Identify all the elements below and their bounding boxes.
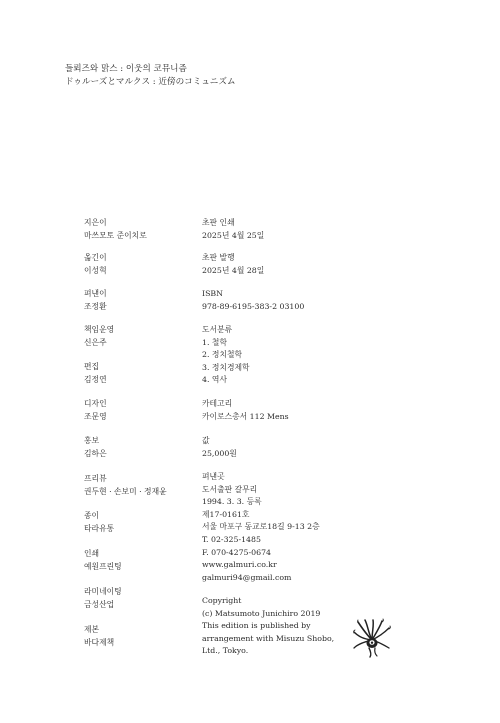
isbn-label: ISBN [202,289,223,298]
publisher-address: 서울 마포구 동교로18길 9-13 2층 [202,522,320,532]
credit-paper [84,510,114,535]
publisher-fax: F. 070-4275-0674 [202,547,271,557]
price-label: 값 [202,436,210,445]
classification-item: 3. 정치경제학 [202,362,250,372]
copyright-line: Ltd., Tokyo. [202,646,249,656]
credit-value: 김정연 [84,374,107,384]
credit-value: 권두현 · 손보미 · 정재윤 [84,486,167,496]
copyright-line: This edition is published by [202,621,311,631]
classification-label: 도서분류 [202,325,233,334]
copyright-line: arrangement with Misuzu Shobo, [202,633,335,643]
credit-translator [84,252,107,277]
octopus-logo-icon [352,618,392,658]
publisher-web: www.galmuri.co.kr [202,560,277,570]
credit-label: 책임운영 [84,325,115,334]
credit-label: 펴낸이 [84,289,107,298]
credit-label: 홍보 [84,436,100,445]
credit-value: 금성산업 [84,599,115,609]
classification-item: 1. 철학 [202,337,227,347]
classification [202,324,250,387]
credit-value: 이성혁 [84,265,107,275]
first-printing-label: 초판 인쇄 [202,218,235,227]
publisher-tel: T. 02-325-1485 [202,534,261,544]
credit-editor [84,361,107,386]
credit-value: 조문영 [84,411,107,421]
publisher-reg-no: 제17-0161호 [202,509,250,519]
publisher-email: galmuri94@gmail.com [202,572,292,582]
category-label: 카테고리 [202,399,233,408]
credit-value: 마쓰모토 준이치로 [84,230,147,240]
credit-binding [84,624,114,649]
category [202,398,289,423]
publisher-registered: 1994. 3. 3. 등록 [202,497,262,507]
book-title-block [65,63,236,89]
credit-label: 프리뷰 [84,474,107,483]
credit-laminating [84,586,122,611]
first-printing [202,217,264,242]
price-value: 25,000원 [202,448,237,458]
credit-value: 신은주 [84,337,107,347]
credit-label: 인쇄 [84,549,100,558]
publisher-label: 펴낸곳 [202,472,225,481]
credit-label: 지은이 [84,218,107,227]
copyright [202,595,334,658]
credit-value: 바다제책 [84,637,115,647]
credit-label: 옮긴이 [84,253,107,262]
classification-item: 4. 역사 [202,375,227,385]
credit-value: 김하은 [84,448,107,458]
first-publication-date: 2025년 4월 28일 [202,265,265,275]
category-value: 카이로스총서 112 Mens [202,411,289,421]
credit-printing [84,548,122,573]
credit-promotion [84,435,107,460]
credit-value: 타라유통 [84,523,115,533]
isbn-value: 978-89-6195-383-2 03100 [202,301,305,311]
credit-preview [84,473,167,498]
credit-label: 편집 [84,362,100,371]
isbn [202,288,304,313]
credit-publisher-person [84,288,107,313]
japanese-title: ドゥルーズとマルクス : 近傍のコミュニズム [65,77,236,87]
credit-label: 디자인 [84,399,107,408]
credit-managing [84,324,114,349]
classification-item: 2. 정치철학 [202,350,243,360]
credit-label: 종이 [84,511,100,520]
first-publication-label: 초판 발행 [202,253,235,262]
publisher-name: 도서출판 갈무리 [202,484,258,494]
korean-title: 들뢰즈와 맑스 : 이웃의 코뮤니즘 [65,64,187,74]
price [202,435,237,460]
first-publication [202,252,264,277]
credit-design [84,398,107,423]
publisher-info [202,471,320,584]
copyright-label: Copyright [202,596,242,605]
credit-author [84,217,147,242]
first-printing-date: 2025년 4월 25일 [202,230,265,240]
credit-value: 조정환 [84,301,107,311]
copyright-line: (c) Matsumoto Junichiro 2019 [202,608,321,618]
credit-label: 제본 [84,625,100,634]
credit-value: 예원프린팅 [84,561,122,571]
credit-label: 라미네이팅 [84,587,122,596]
